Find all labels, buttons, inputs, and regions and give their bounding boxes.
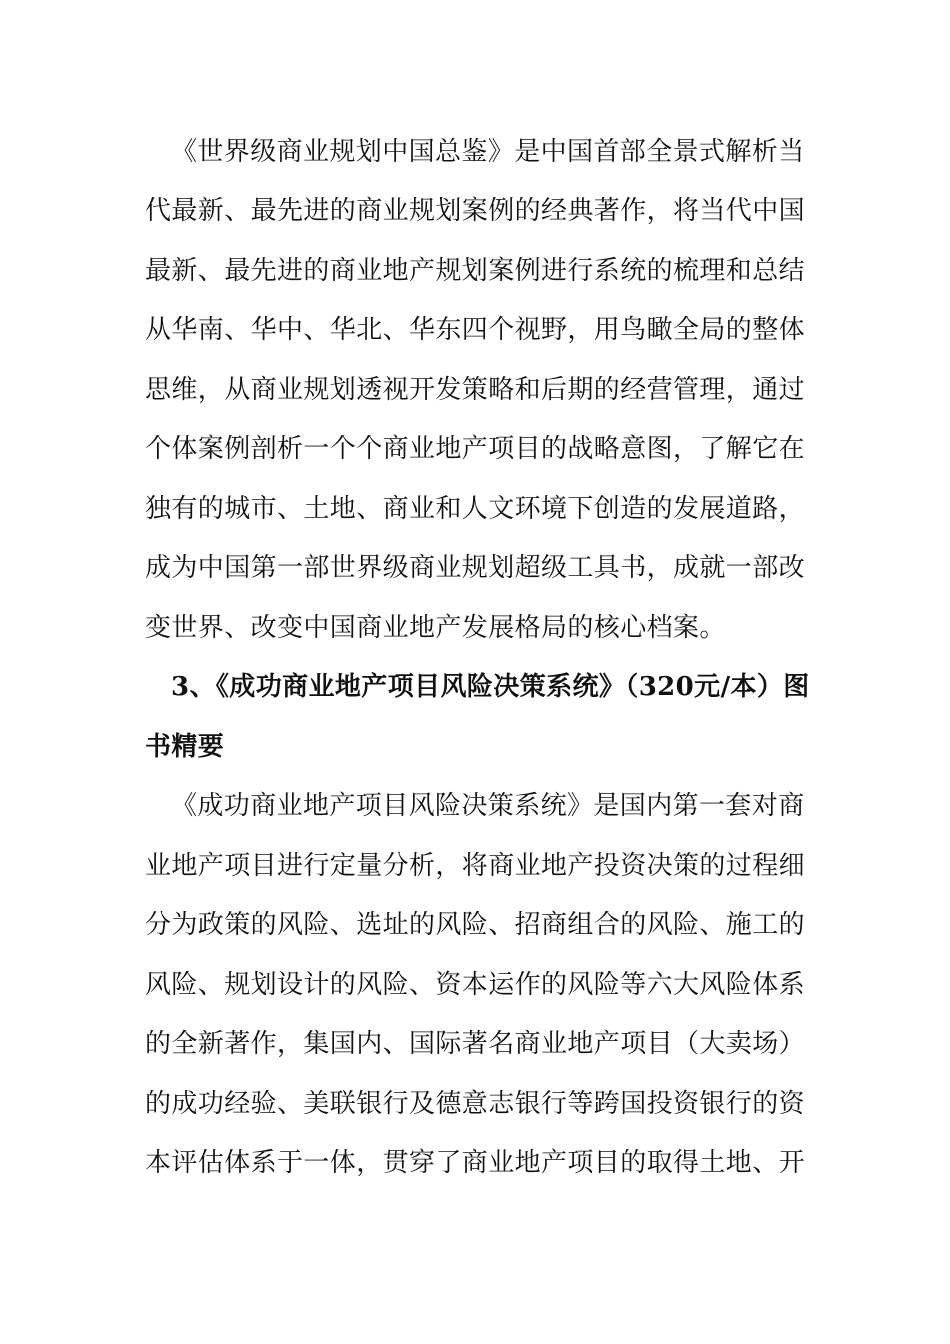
section-heading-line: 书精要: [145, 732, 225, 762]
paragraph-1-line: 变世界、改变中国商业地产发展格局的核心档案。: [145, 613, 726, 643]
paragraph-2-line: 的成功经验、美联银行及德意志银行等跨国投资银行的资: [145, 1089, 806, 1119]
paragraph-2-line: 本评估体系于一体，贯穿了商业地产项目的取得土地、开: [145, 1148, 806, 1178]
paragraph-1-line: 独有的城市、土地、商业和人文环境下创造的发展道路，: [145, 494, 806, 524]
paragraph-1-line: 代最新、最先进的商业规划案例的经典著作，将当代中国: [145, 196, 806, 226]
paragraph-1-line: 从华南、华中、华北、华东四个视野，用鸟瞰全局的整体: [145, 315, 806, 345]
paragraph-1-line: 最新、最先进的商业地产规划案例进行系统的梳理和总结: [145, 256, 806, 286]
paragraph-2-line: 《成功商业地产项目风险决策系统》是国内第一套对商: [171, 791, 805, 821]
paragraph-2-line: 风险、规划设计的风险、资本运作的风险等六大风险体系: [145, 970, 806, 1000]
paragraph-2-line: 的全新著作，集国内、国际著名商业地产项目（大卖场）: [145, 1029, 806, 1059]
paragraph-1-line: 思维，从商业规划透视开发策略和后期的经营管理，通过: [145, 375, 806, 405]
paragraph-2-line: 业地产项目进行定量分析，将商业地产投资决策的过程细: [145, 851, 806, 881]
paragraph-1-line: 《世界级商业规划中国总鉴》是中国首部全景式解析当: [171, 137, 805, 167]
paragraph-1-line: 成为中国第一部世界级商业规划超级工具书，成就一部改: [145, 553, 806, 583]
section-heading-line: 3、《成功商业地产项目风险决策系统》（320元/本）图: [171, 672, 810, 702]
paragraph-1-line: 个体案例剖析一个个商业地产项目的战略意图，了解它在: [145, 434, 806, 464]
paragraph-2-line: 分为政策的风险、选址的风险、招商组合的风险、施工的: [145, 910, 806, 940]
